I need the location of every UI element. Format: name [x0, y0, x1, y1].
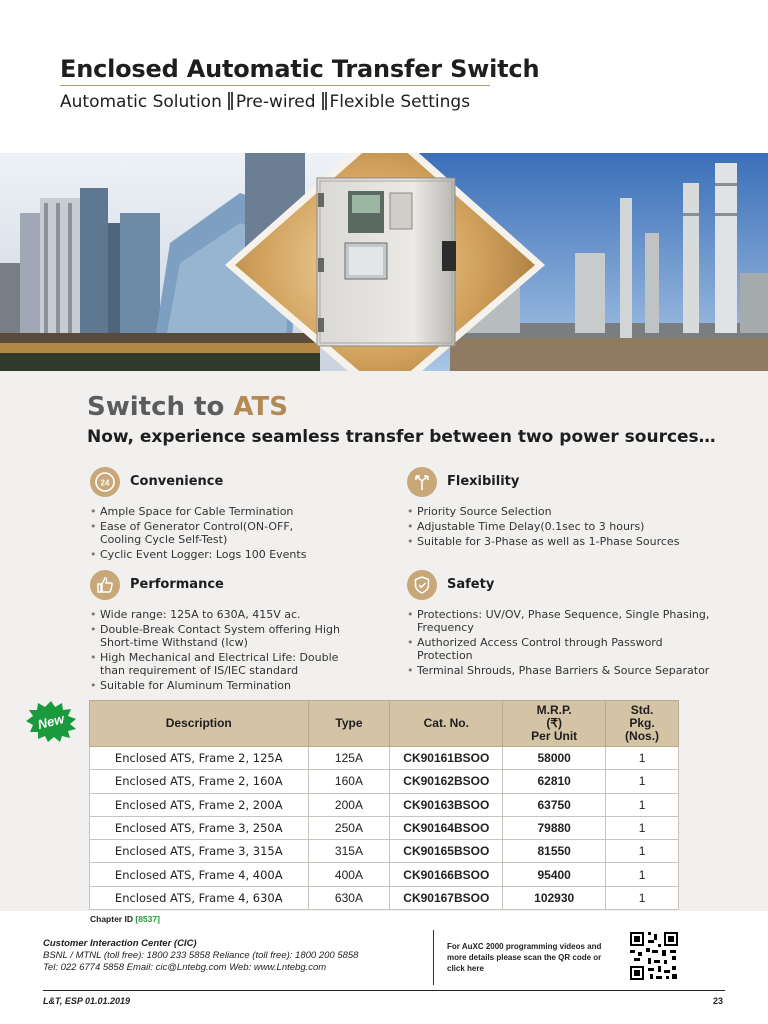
cell-cat-no: CK90165BSOO — [390, 840, 503, 863]
chapter-id-value: [8537] — [135, 914, 160, 924]
cell-description: Enclosed ATS, Frame 3, 315A — [90, 840, 309, 863]
svg-text:24: 24 — [100, 478, 110, 488]
feature-list — [407, 505, 727, 550]
footer-divider — [433, 930, 434, 985]
mrp-header-line: (₹) — [546, 716, 562, 730]
feature-item: • Double-Break Contact System offering High Short-time Withstand (Icw) — [90, 623, 365, 649]
cell-description: Enclosed ATS, Frame 2, 125A — [90, 747, 309, 770]
feature-item: • High Mechanical and Electrical Life: Double than requirement of IS/IEC standard — [90, 651, 365, 677]
section-title — [87, 392, 288, 422]
feature-item: • Wide range: 125A to 630A, 415V ac. — [90, 608, 365, 621]
cell-mrp: 81550 — [503, 840, 606, 863]
cell-type: 160A — [308, 770, 390, 793]
thumbs-up-icon — [90, 570, 120, 600]
cell-description: Enclosed ATS, Frame 4, 400A — [90, 863, 309, 886]
col-header-pkg — [606, 701, 679, 747]
mrp-header-line: M.R.P. — [536, 703, 572, 717]
cell-cat-no: CK90164BSOO — [390, 816, 503, 839]
footer-edition: L&T, ESP 01.01.2019 — [43, 996, 131, 1006]
cell-pkg: 1 — [606, 840, 679, 863]
feature-heading: Convenience — [130, 474, 224, 489]
cell-cat-no: CK90167BSOO — [390, 886, 503, 909]
cell-pkg: 1 — [606, 863, 679, 886]
cell-type: 250A — [308, 816, 390, 839]
chapter-id — [90, 914, 160, 924]
page-title: Enclosed Automatic Transfer Switch — [60, 55, 540, 83]
cell-cat-no: CK90166BSOO — [390, 863, 503, 886]
chapter-label: Chapter ID — [90, 914, 133, 924]
feature-heading: Performance — [130, 577, 224, 592]
feature-item: • Priority Source Selection — [407, 505, 727, 518]
feature-convenience — [90, 467, 340, 567]
cell-pkg: 1 — [606, 747, 679, 770]
cell-description: Enclosed ATS, Frame 3, 250A — [90, 816, 309, 839]
feature-item: • Ample Space for Cable Termination — [90, 505, 330, 518]
feature-list — [90, 505, 330, 563]
table-row — [90, 816, 679, 839]
cell-mrp: 58000 — [503, 747, 606, 770]
feature-item: • Cyclic Event Logger: Logs 100 Events — [90, 548, 330, 561]
hero-banner — [0, 153, 768, 371]
24-hour-clock-icon — [90, 467, 120, 497]
feature-flexibility — [407, 467, 727, 567]
pkg-header-line: Pkg. — [629, 716, 655, 730]
table-row — [90, 747, 679, 770]
feature-item: • Suitable for Aluminum Termination — [90, 679, 365, 692]
cell-mrp: 102930 — [503, 886, 606, 909]
table-header-row — [90, 701, 679, 747]
title-divider — [60, 85, 490, 86]
hero-illustration — [0, 153, 768, 371]
cell-mrp: 95400 — [503, 863, 606, 886]
col-header-description: Description — [90, 701, 309, 747]
col-header-type: Type — [308, 701, 390, 747]
cell-mrp: 62810 — [503, 770, 606, 793]
feature-item: • Suitable for 3-Phase as well as 1-Phase Sources — [407, 535, 727, 548]
feature-item: • Protections: UV/OV, Phase Sequence, Single Phasing, Frequency — [407, 608, 717, 634]
cell-type: 630A — [308, 886, 390, 909]
cell-cat-no: CK90161BSOO — [390, 747, 503, 770]
col-header-cat-no: Cat. No. — [390, 701, 503, 747]
section-title-main: Switch to — [87, 392, 225, 422]
page-number: 23 — [713, 996, 724, 1006]
cell-mrp: 79880 — [503, 816, 606, 839]
feature-item: • Ease of Generator Control(ON-OFF, Cooling Cycle Self-Test) — [90, 520, 330, 546]
subtitle-separator — [228, 92, 230, 110]
footer-rule — [43, 990, 725, 991]
col-header-mrp — [503, 701, 606, 747]
contact-heading: Customer Interaction Center (CIC) — [43, 938, 197, 949]
cell-type: 400A — [308, 863, 390, 886]
contact-details: Tel: 022 6774 5858 Email: cic@Lntebg.com Web: www.Lntebg.com — [43, 962, 327, 973]
cell-pkg: 1 — [606, 793, 679, 816]
feature-safety — [407, 570, 727, 680]
cell-description: Enclosed ATS, Frame 2, 200A — [90, 793, 309, 816]
cell-mrp: 63750 — [503, 793, 606, 816]
feature-list — [407, 608, 717, 679]
feature-heading: Flexibility — [447, 474, 520, 489]
svg-text:New: New — [36, 711, 66, 733]
qr-note-link[interactable]: For AuXC 2000 programming videos and more details please scan the QR code or click here — [447, 942, 602, 973]
table-row — [90, 840, 679, 863]
subtitle-part-1: Automatic Solution — [60, 92, 222, 112]
cell-cat-no: CK90162BSOO — [390, 770, 503, 793]
qr-code[interactable] — [628, 930, 680, 982]
feature-list — [90, 608, 365, 694]
cell-type: 200A — [308, 793, 390, 816]
cell-description: Enclosed ATS, Frame 4, 630A — [90, 886, 309, 909]
cell-description: Enclosed ATS, Frame 2, 160A — [90, 770, 309, 793]
feature-heading: Safety — [447, 577, 495, 592]
cell-type: 315A — [308, 840, 390, 863]
feature-performance — [90, 570, 370, 695]
table-row — [90, 770, 679, 793]
table-row — [90, 886, 679, 909]
cell-pkg: 1 — [606, 816, 679, 839]
subtitle-separator — [322, 92, 324, 110]
price-table — [89, 700, 679, 910]
section-tagline: Now, experience seamless transfer between two power sources… — [87, 427, 716, 447]
subtitle-part-3: Flexible Settings — [329, 92, 471, 112]
pkg-header-line: (Nos.) — [625, 729, 660, 743]
table-row — [90, 863, 679, 886]
table-row — [90, 793, 679, 816]
subtitle-part-2: Pre-wired — [235, 92, 316, 112]
shield-check-icon — [407, 570, 437, 600]
contact-phones: BSNL / MTNL (toll free): 1800 233 5858 Reliance (toll free): 1800 200 5858 — [43, 950, 359, 961]
section-title-accent: ATS — [233, 392, 288, 422]
cell-cat-no: CK90163BSOO — [390, 793, 503, 816]
cell-pkg: 1 — [606, 770, 679, 793]
feature-item: • Terminal Shrouds, Phase Barriers & Source Separator — [407, 664, 717, 677]
mrp-header-line: Per Unit — [531, 729, 578, 743]
pkg-header-line: Std. — [630, 703, 654, 717]
new-badge — [24, 700, 78, 742]
cell-type: 125A — [308, 747, 390, 770]
branch-arrows-icon — [407, 467, 437, 497]
feature-item: • Adjustable Time Delay(0.1sec to 3 hours) — [407, 520, 727, 533]
feature-item: • Authorized Access Control through Password Protection — [407, 636, 717, 662]
page-subtitle — [60, 92, 470, 112]
cell-pkg: 1 — [606, 886, 679, 909]
